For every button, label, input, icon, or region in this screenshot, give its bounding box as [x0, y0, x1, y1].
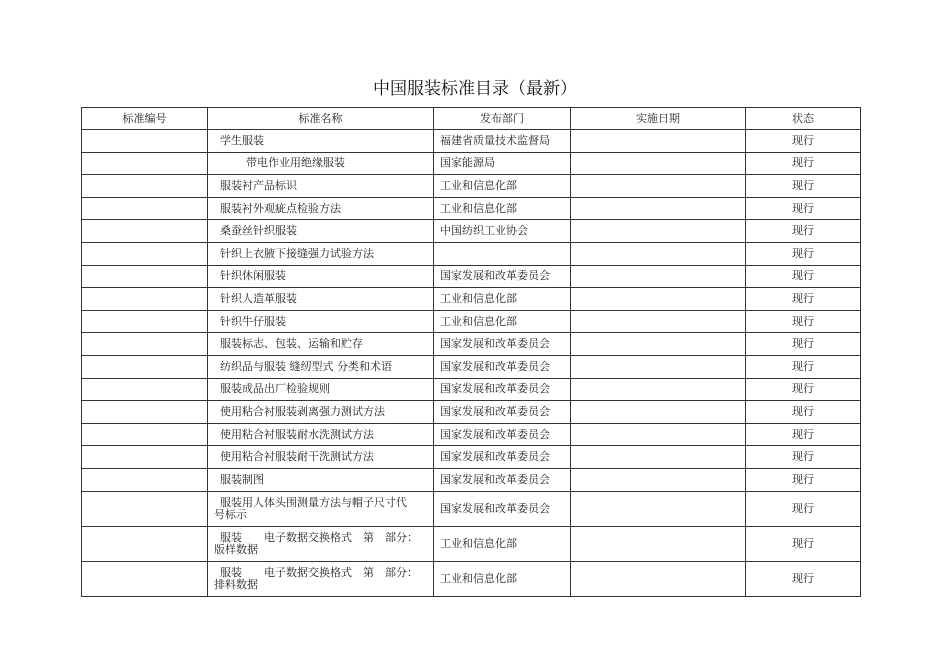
- table-row: [82, 152, 861, 175]
- cell-department: 国家发展和改革委员会: [434, 265, 571, 288]
- cell-standard-name: [208, 526, 434, 561]
- cell-status: 现行: [746, 242, 861, 265]
- column-header-department: 发布部门: [434, 108, 571, 130]
- cell-department: 国家发展和改革委员会: [434, 446, 571, 469]
- cell-department: 国家发展和改革委员会: [434, 491, 571, 526]
- cell-effective-date: [571, 333, 746, 356]
- cell-department: 工业和信息化部: [434, 310, 571, 333]
- cell-standard-name: 使用粘合衬服装耐干洗测试方法: [208, 446, 434, 469]
- cell-standard-no: [82, 446, 208, 469]
- cell-standard-name: 纺织品与服装 缝纫型式 分类和术语: [208, 355, 434, 378]
- cell-status: 现行: [746, 333, 861, 356]
- cell-standard-name: 服装标志、包装、运输和贮存: [208, 333, 434, 356]
- cell-effective-date: [571, 526, 746, 561]
- table-row: [82, 288, 861, 311]
- cell-effective-date: [571, 378, 746, 401]
- cell-status: 现行: [746, 175, 861, 198]
- cell-effective-date: [571, 175, 746, 198]
- cell-effective-date: [571, 220, 746, 243]
- cell-department: 国家发展和改革委员会: [434, 355, 571, 378]
- cell-standard-name: 针织休闲服装: [208, 265, 434, 288]
- cell-standard-no: [82, 423, 208, 446]
- cell-department: [434, 242, 571, 265]
- cell-standard-name: 服装衬外观疵点检验方法: [208, 197, 434, 220]
- cell-department: 工业和信息化部: [434, 561, 571, 596]
- cell-effective-date: [571, 130, 746, 153]
- cell-department: 工业和信息化部: [434, 197, 571, 220]
- table-header-row: [82, 108, 861, 130]
- column-header-standard-no: 标准编号: [82, 108, 208, 130]
- table-row: [82, 333, 861, 356]
- cell-status: 现行: [746, 526, 861, 561]
- cell-standard-name: 桑蚕丝针织服装: [208, 220, 434, 243]
- cell-effective-date: [571, 288, 746, 311]
- table-row: [82, 423, 861, 446]
- cell-status: 现行: [746, 288, 861, 311]
- cell-status: 现行: [746, 265, 861, 288]
- cell-status: 现行: [746, 152, 861, 175]
- cell-status: 现行: [746, 561, 861, 596]
- cell-effective-date: [571, 355, 746, 378]
- table-row: [82, 561, 861, 596]
- cell-standard-no: [82, 355, 208, 378]
- cell-status: 现行: [746, 197, 861, 220]
- cell-status: 现行: [746, 378, 861, 401]
- cell-status: 现行: [746, 130, 861, 153]
- column-header-standard-name: 标准名称: [208, 108, 434, 130]
- cell-effective-date: [571, 561, 746, 596]
- cell-standard-name: 服装成品出厂检验规则: [208, 378, 434, 401]
- table-row: [82, 265, 861, 288]
- cell-standard-name: 服装制图: [208, 468, 434, 491]
- cell-department: 国家发展和改革委员会: [434, 378, 571, 401]
- cell-standard-no: [82, 526, 208, 561]
- table-row: [82, 378, 861, 401]
- cell-department: 国家能源局: [434, 152, 571, 175]
- cell-standard-no: [82, 288, 208, 311]
- cell-standard-no: [82, 310, 208, 333]
- cell-effective-date: [571, 265, 746, 288]
- cell-standard-no: [82, 468, 208, 491]
- cell-standard-name: 服装衬产品标识: [208, 175, 434, 198]
- cell-standard-name: 学生服装: [208, 130, 434, 153]
- cell-standard-name: [208, 561, 434, 596]
- cell-status: 现行: [746, 446, 861, 469]
- table-row: [82, 355, 861, 378]
- standard-name-line-1: 服装 电子数据交换格式 第 部分：: [220, 565, 418, 579]
- cell-department: 国家发展和改革委员会: [434, 423, 571, 446]
- cell-standard-no: [82, 130, 208, 153]
- cell-department: 国家发展和改革委员会: [434, 401, 571, 424]
- cell-standard-no: [82, 197, 208, 220]
- table-row: [82, 220, 861, 243]
- standard-name-line-2: 版样数据: [214, 542, 258, 556]
- standard-name-line-2: 号标示: [214, 507, 247, 521]
- cell-effective-date: [571, 491, 746, 526]
- cell-standard-no: [82, 401, 208, 424]
- cell-department: 工业和信息化部: [434, 175, 571, 198]
- table-body: [82, 130, 861, 597]
- cell-effective-date: [571, 152, 746, 175]
- standard-name-line-2: 排料数据: [214, 577, 258, 591]
- cell-department: 工业和信息化部: [434, 526, 571, 561]
- cell-standard-no: [82, 265, 208, 288]
- cell-effective-date: [571, 310, 746, 333]
- table-row: [82, 526, 861, 561]
- cell-standard-no: [82, 220, 208, 243]
- cell-standard-name: 针织人造革服装: [208, 288, 434, 311]
- cell-department: 中国纺织工业协会: [434, 220, 571, 243]
- table-row: [82, 401, 861, 424]
- cell-effective-date: [571, 242, 746, 265]
- table-row: [82, 197, 861, 220]
- cell-status: 现行: [746, 355, 861, 378]
- standards-table: [81, 107, 861, 597]
- cell-department: 福建省质量技术监督局: [434, 130, 571, 153]
- cell-status: 现行: [746, 491, 861, 526]
- cell-standard-name: 使用粘合衬服装剥离强力测试方法: [208, 401, 434, 424]
- cell-standard-no: [82, 561, 208, 596]
- table-row: [82, 242, 861, 265]
- column-header-effective-date: 实施日期: [571, 108, 746, 130]
- column-header-status: 状态: [746, 108, 861, 130]
- cell-status: 现行: [746, 220, 861, 243]
- cell-standard-no: [82, 175, 208, 198]
- cell-status: 现行: [746, 310, 861, 333]
- cell-standard-no: [82, 378, 208, 401]
- cell-standard-name: [208, 491, 434, 526]
- cell-standard-no: [82, 333, 208, 356]
- cell-department: 国家发展和改革委员会: [434, 333, 571, 356]
- table-row: [82, 468, 861, 491]
- cell-status: 现行: [746, 423, 861, 446]
- cell-department: 国家发展和改革委员会: [434, 468, 571, 491]
- cell-standard-no: [82, 242, 208, 265]
- table-row: [82, 310, 861, 333]
- standard-name-line-1: 服装 电子数据交换格式 第 部分：: [220, 530, 418, 544]
- cell-department: 工业和信息化部: [434, 288, 571, 311]
- standard-name-line-1: 服装用人体头围测量方法与帽子尺寸代: [220, 495, 407, 509]
- cell-standard-name: 针织上衣腋下接缝强力试验方法: [208, 242, 434, 265]
- cell-standard-no: [82, 152, 208, 175]
- cell-effective-date: [571, 423, 746, 446]
- cell-standard-name: 针织牛仔服装: [208, 310, 434, 333]
- table-row: [82, 491, 861, 526]
- document-title: 中国服装标准目录（最新）: [373, 79, 577, 99]
- table-row: [82, 446, 861, 469]
- cell-standard-name: 使用粘合衬服装耐水洗测试方法: [208, 423, 434, 446]
- cell-effective-date: [571, 401, 746, 424]
- table-row: [82, 175, 861, 198]
- cell-standard-name: 带电作业用绝缘服装: [208, 152, 434, 175]
- table-row: [82, 130, 861, 153]
- cell-standard-no: [82, 491, 208, 526]
- cell-status: 现行: [746, 468, 861, 491]
- cell-status: 现行: [746, 401, 861, 424]
- cell-effective-date: [571, 446, 746, 469]
- cell-effective-date: [571, 468, 746, 491]
- cell-effective-date: [571, 197, 746, 220]
